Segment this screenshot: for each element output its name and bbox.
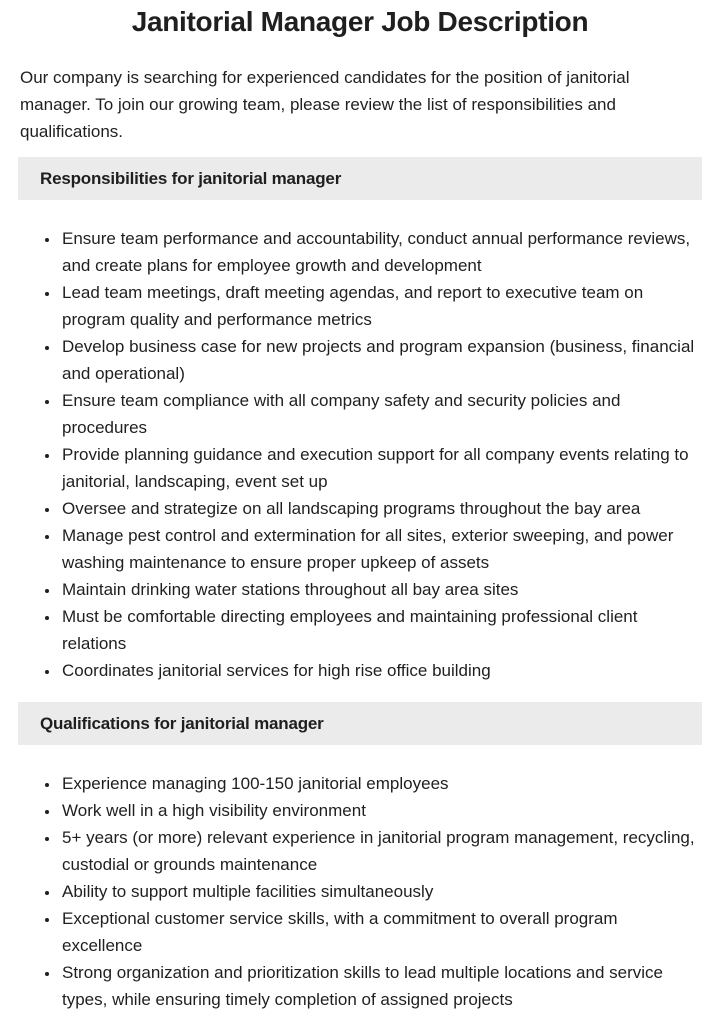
qualifications-list (20, 770, 700, 1013)
list-item: • Coordinates janitorial services for high rise office building (60, 657, 700, 684)
list-item: • Provide planning guidance and execution support for all company events relating to janitorial, landscaping, event set up (60, 441, 700, 495)
list-item: • Manage pest control and extermination for all sites, exterior sweeping, and power washing maintenance to ensure proper upkeep of assets (60, 522, 700, 576)
list-item: • Experience managing 100-150 janitorial employees (60, 770, 700, 797)
list-item: • Work well in a high visibility environment (60, 797, 700, 824)
list-item: • Exceptional customer service skills, with a commitment to overall program excellence (60, 905, 700, 959)
list-item: • Maintain drinking water stations throughout all bay area sites (60, 576, 700, 603)
list-item: • Must be comfortable directing employees and maintaining professional client relations (60, 603, 700, 657)
section-header-qualifications (18, 702, 702, 745)
list-item: • 5+ years (or more) relevant experience in janitorial program management, recycling, custodial or grounds maintenance (60, 824, 700, 878)
intro-paragraph: Our company is searching for experienced candidates for the position of janitorial manager. To join our growing team, please review the list of responsibilities and qualifications. (20, 68, 630, 141)
section-header-responsibilities (18, 157, 702, 200)
section-header-responsibilities-label: Responsibilities for janitorial manager (40, 168, 342, 188)
list-item: • Oversee and strategize on all landscaping programs throughout the bay area (60, 495, 700, 522)
section-header-qualifications-label: Qualifications for janitorial manager (40, 713, 324, 733)
list-item: • Ability to support multiple facilities simultaneously (60, 878, 700, 905)
list-item: • Lead team meetings, draft meeting agendas, and report to executive team on program quality and performance metrics (60, 279, 700, 333)
list-item: • Strong organization and prioritization skills to lead multiple locations and service types, while ensuring timely completion of assigned projects (60, 959, 700, 1013)
list-item: • Ensure team compliance with all company safety and security policies and procedures (60, 387, 700, 441)
responsibilities-list (20, 225, 700, 684)
page-title: Janitorial Manager Job Description (131, 6, 589, 37)
list-item: • Ensure team performance and accountability, conduct annual performance reviews, and create plans for employee growth and development (60, 225, 700, 279)
list-item: • Develop business case for new projects and program expansion (business, financial and operational) (60, 333, 700, 387)
